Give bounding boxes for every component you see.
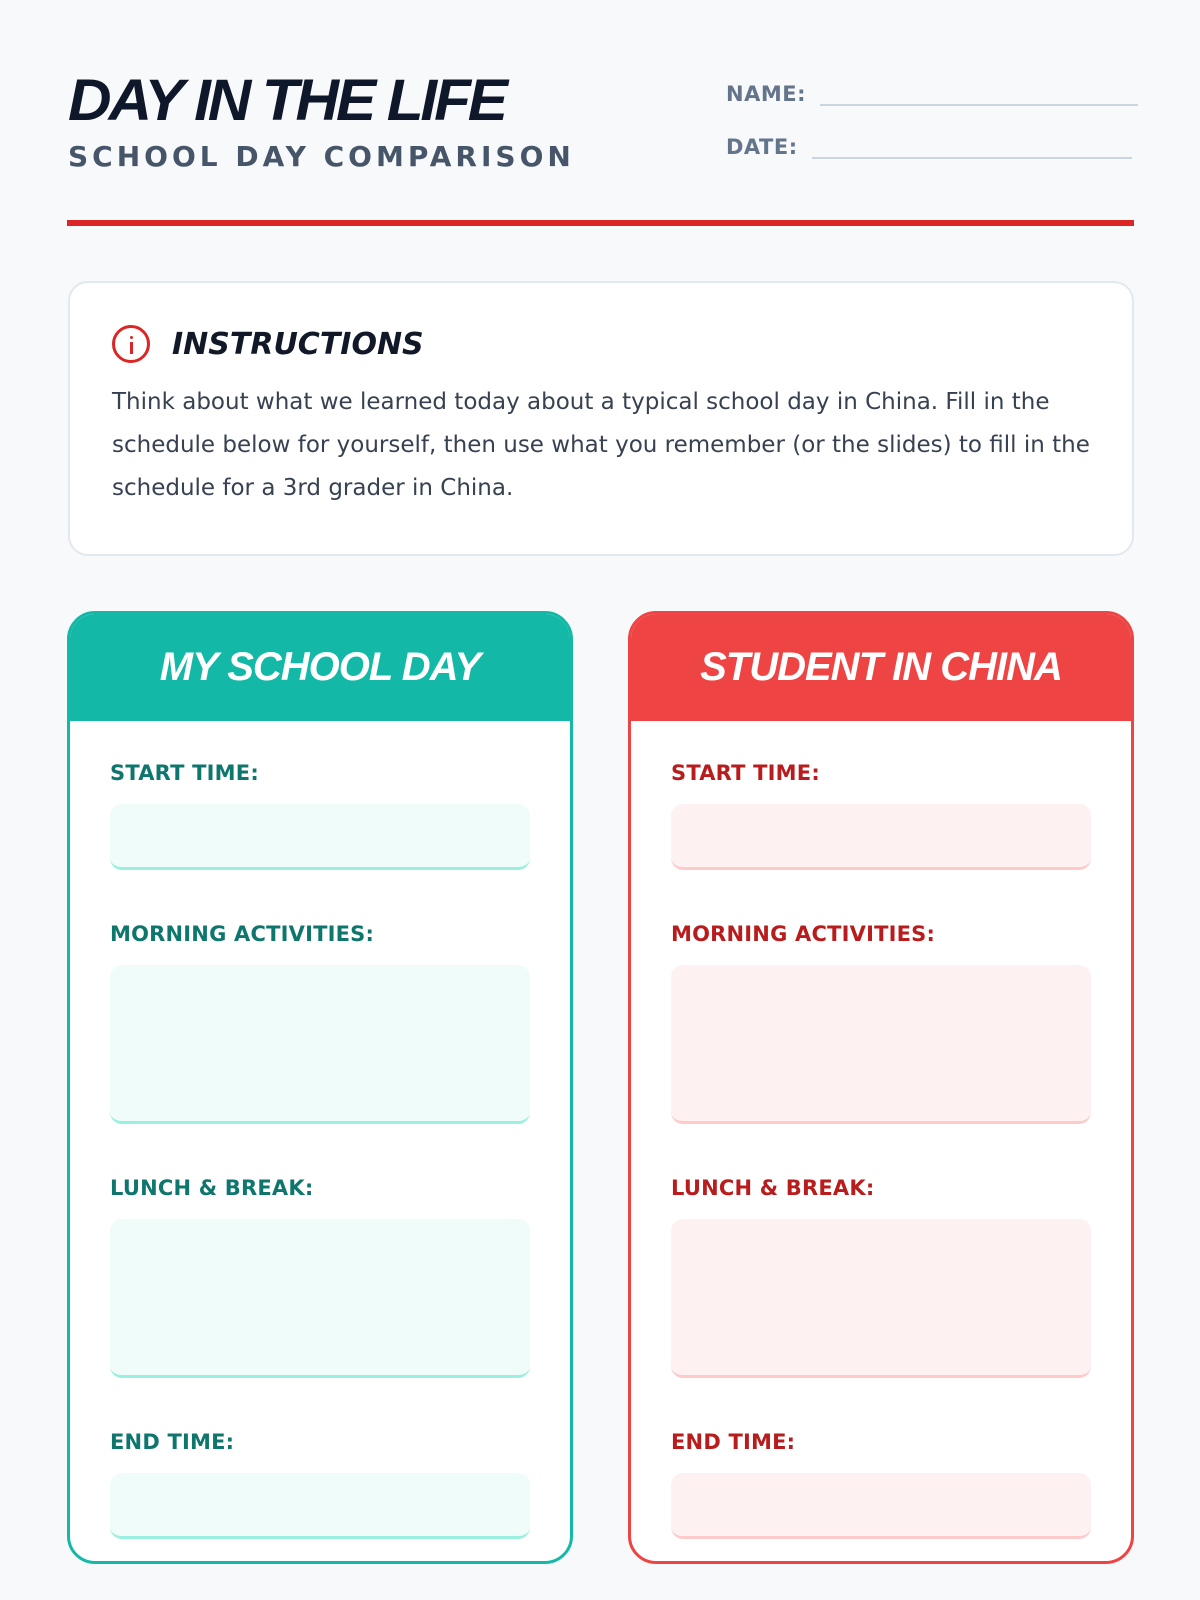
my-school-day-card (67, 611, 573, 1564)
instructions-panel (68, 281, 1134, 556)
end-time-label: END TIME: (671, 1430, 796, 1454)
header-divider (67, 220, 1134, 226)
china-start-time-input[interactable] (671, 804, 1091, 870)
date-input-line[interactable] (812, 139, 1132, 159)
page-subtitle: SCHOOL DAY COMPARISON (68, 140, 575, 173)
end-time-label: END TIME: (110, 1430, 235, 1454)
name-field[interactable] (726, 82, 1138, 106)
my-end-time-input[interactable] (110, 1473, 530, 1539)
student-in-china-card (628, 611, 1134, 1564)
morning-activities-label: MORNING ACTIVITIES: (671, 922, 936, 946)
info-icon (112, 325, 150, 363)
date-field[interactable] (726, 135, 1132, 159)
date-label: DATE: (726, 135, 798, 159)
instructions-text: Think about what we learned today about a typical school day in China. Fill in the schedule below for yourself, then use what you remember (or the slides) to fill in the schedule for a 3rd grader in China. (112, 389, 1090, 501)
page-title: DAY IN THE LIFE (68, 68, 505, 133)
china-lunch-break-input[interactable] (671, 1219, 1091, 1378)
china-end-time-input[interactable] (671, 1473, 1091, 1539)
worksheet-header (68, 68, 575, 173)
start-time-label: START TIME: (110, 761, 259, 785)
start-time-label: START TIME: (671, 761, 820, 785)
my-morning-activities-input[interactable] (110, 965, 530, 1124)
my-school-day-title: MY SCHOOL DAY (70, 614, 570, 721)
instructions-title: INSTRUCTIONS (172, 326, 424, 362)
my-start-time-input[interactable] (110, 804, 530, 870)
name-input-line[interactable] (820, 86, 1138, 106)
morning-activities-label: MORNING ACTIVITIES: (110, 922, 375, 946)
student-in-china-title: STUDENT IN CHINA (631, 614, 1131, 721)
my-lunch-break-input[interactable] (110, 1219, 530, 1378)
lunch-break-label: LUNCH & BREAK: (110, 1176, 314, 1200)
name-label: NAME: (726, 82, 806, 106)
china-morning-activities-input[interactable] (671, 965, 1091, 1124)
lunch-break-label: LUNCH & BREAK: (671, 1176, 875, 1200)
